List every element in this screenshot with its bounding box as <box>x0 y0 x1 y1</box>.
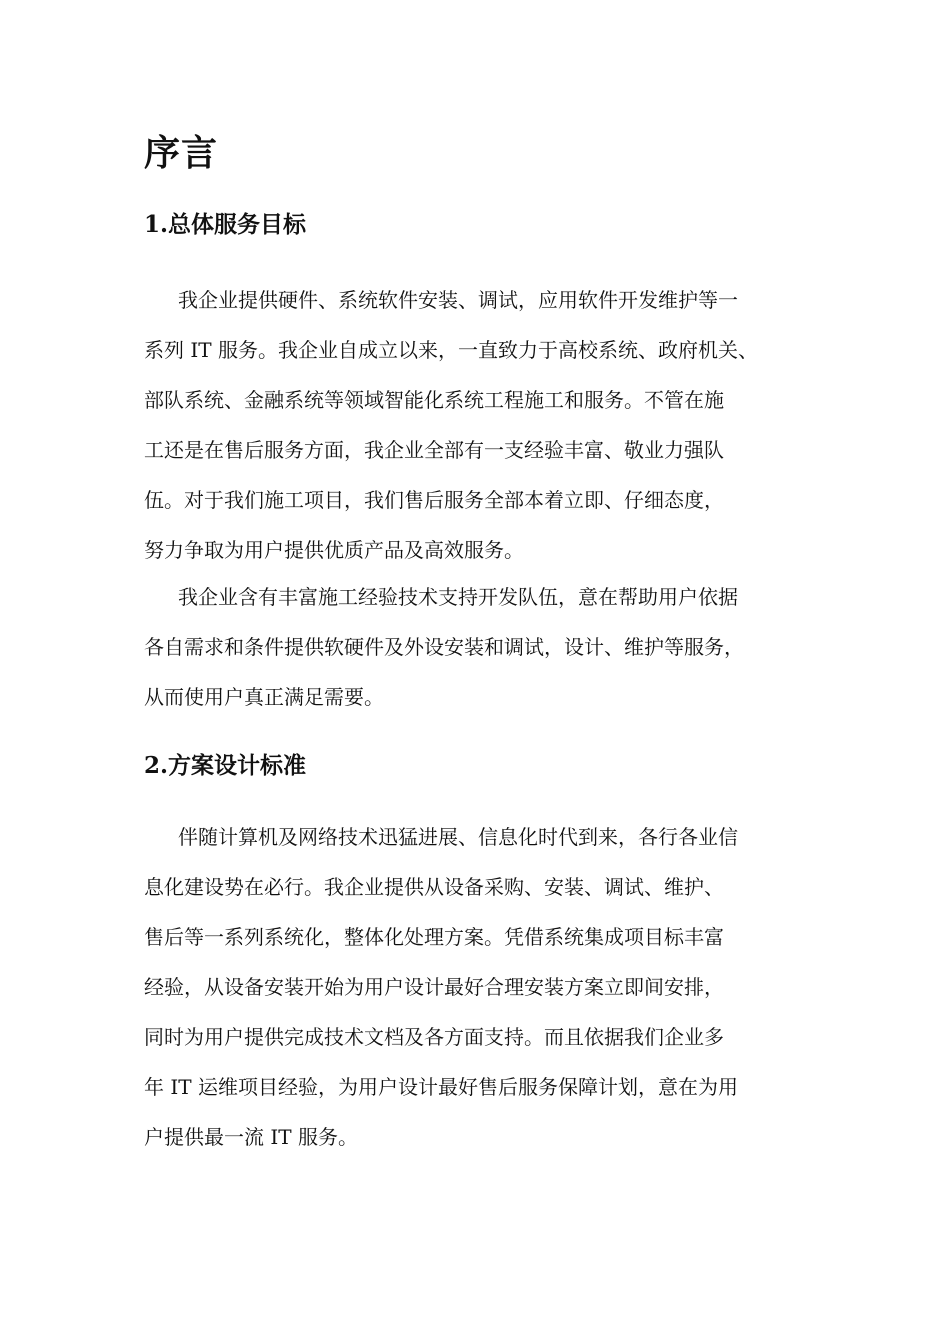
text-line: 部队系统、金融系统等领域智能化系统工程施工和服务。不管在施 <box>144 388 724 412</box>
text-line: 伍。对于我们施工项目，我们售后服务全部本着立即、仔细态度， <box>144 488 724 512</box>
text-line: 售后等一系列系统化，整体化处理方案。凭借系统集成项目标丰富 <box>144 925 724 949</box>
text-line: 系列 IT 服务。我企业自成立以来，一直致力于高校系统、政府机关、 <box>144 338 758 362</box>
text-line: 经验，从设备安装开始为用户设计最好合理安装方案立即间安排， <box>144 975 724 999</box>
text-line: 伴随计算机及网络技术迅猛进展、信息化时代到来，各行各业信 <box>178 825 738 849</box>
text-line: 我企业提供硬件、系统软件安装、调试，应用软件开发维护等一 <box>178 288 738 312</box>
text-line: 从而使用户真正满足需要。 <box>144 685 384 709</box>
section-heading-service-goals: 1.总体服务目标 <box>144 211 307 238</box>
text-line: 户提供最一流 IT 服务。 <box>144 1125 358 1149</box>
paragraph-service-overview <box>144 275 824 575</box>
text-line: 同时为用户提供完成技术文档及各方面支持。而且依据我们企业多 <box>144 1025 724 1049</box>
text-line: 年 IT 运维项目经验，为用户设计最好售后服务保障计划，意在为用 <box>144 1075 738 1099</box>
document-title: 序言 <box>144 132 219 174</box>
text-line: 息化建设势在必行。我企业提供从设备采购、安装、调试、维护、 <box>144 875 724 899</box>
paragraph-design-standards <box>144 812 824 1162</box>
text-line: 各自需求和条件提供软硬件及外设安装和调试，设计、维护等服务， <box>144 635 744 659</box>
text-line: 工还是在售后服务方面，我企业全部有一支经验丰富、敬业力强队 <box>144 438 724 462</box>
text-line: 我企业含有丰富施工经验技术支持开发队伍，意在帮助用户依据 <box>178 585 738 609</box>
section-heading-design-standards: 2.方案设计标准 <box>144 752 307 779</box>
text-line: 努力争取为用户提供优质产品及高效服务。 <box>144 538 524 562</box>
paragraph-technical-team <box>144 572 824 722</box>
